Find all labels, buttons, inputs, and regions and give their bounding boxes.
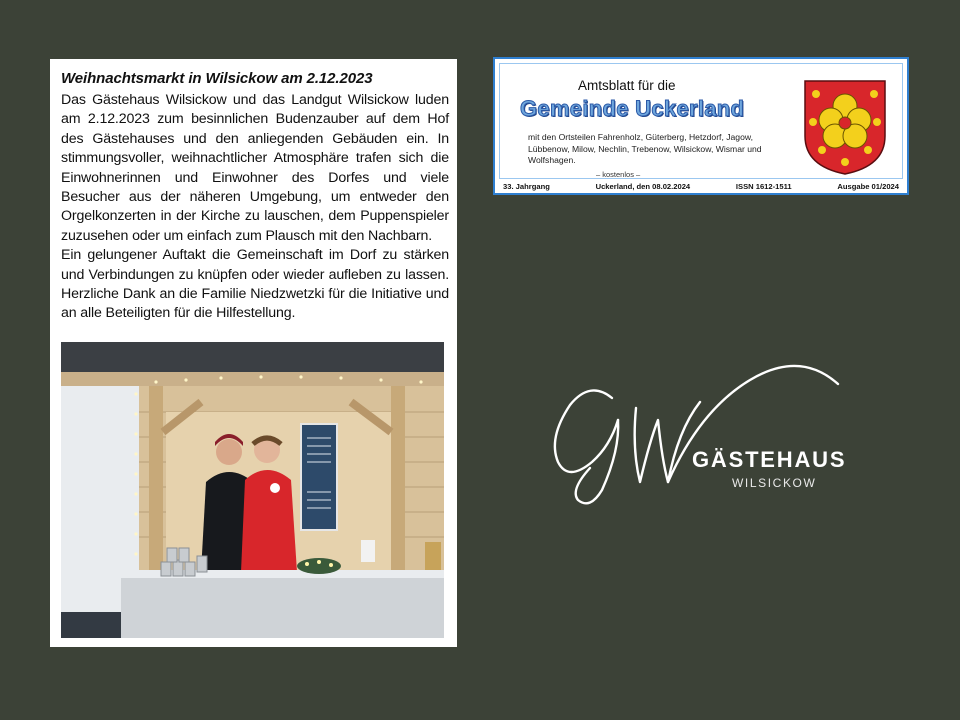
- market-stall-illustration: [61, 342, 444, 638]
- market-stall-photo: [61, 342, 444, 638]
- newspaper-article: [50, 59, 457, 647]
- amtsblatt-footer: [495, 179, 907, 193]
- brand-name: GÄSTEHAUS: [692, 447, 847, 472]
- amtsblatt-issn: ISSN 1612-1511: [735, 181, 792, 191]
- amtsblatt-label: Amtsblatt für die: [578, 78, 676, 93]
- coat-of-arms-icon: [802, 78, 888, 176]
- amtsblatt-header: [493, 57, 909, 195]
- amtsblatt-municipality-name: Gemeinde Uckerland: [520, 96, 745, 121]
- gw-monogram-icon: [540, 350, 860, 520]
- amtsblatt-issue: Ausgabe 01/2024: [837, 181, 899, 191]
- brand-subtitle: WILSICKOW: [732, 476, 817, 490]
- amtsblatt-subtitle: mit den Ortsteilen Fahrenholz, Güterberg, Hetzdorf, Jagow, Lübbenow, Milow, Nechlin, Trebenow, Wilsickow, Wismar und Wolfshagen.: [528, 132, 762, 166]
- article-paragraph-2: Ein gelungener Auftakt die Gemeinschaft im Dorf zu stärken und Verbindungen zu knüpfen oder wieder aufleben zu lassen. Herzliche Dank an die Familie Niedzwetzki für die Initiative und an alle Beteiligten für die Hilfestellung.: [61, 247, 449, 322]
- amtsblatt-date: Uckerland, den 08.02.2024: [595, 181, 691, 191]
- article-body: [61, 91, 449, 324]
- amtsblatt-inner-frame: [499, 63, 903, 179]
- amtsblatt-free-note: – kostenlos –: [596, 170, 641, 179]
- article-paragraph-1: Das Gästehaus Wilsickow und das Landgut Wilsickow luden am 2.12.2023 zum besinnlichen Budenzauber auf dem Hof des Gästehauses und den anliegenden Gebäuden ein. In stimmungsvoller, weihnachtlicher Atmosphäre trafen sich die Einwohnerinnen und Einwohner des Dorfes und viele Besucher aus der näheren Umgebung, um entweder den Orgelkonzerten in der Kirche zu lauschen, dem Puppenspieler zuzusehen oder um einfach zum Plausch mit den Nachbarn.: [61, 92, 449, 244]
- amtsblatt-jahrgang: 33. Jahrgang: [503, 181, 550, 191]
- article-title: Weihnachtsmarkt in Wilsickow am 2.12.2023: [61, 70, 373, 87]
